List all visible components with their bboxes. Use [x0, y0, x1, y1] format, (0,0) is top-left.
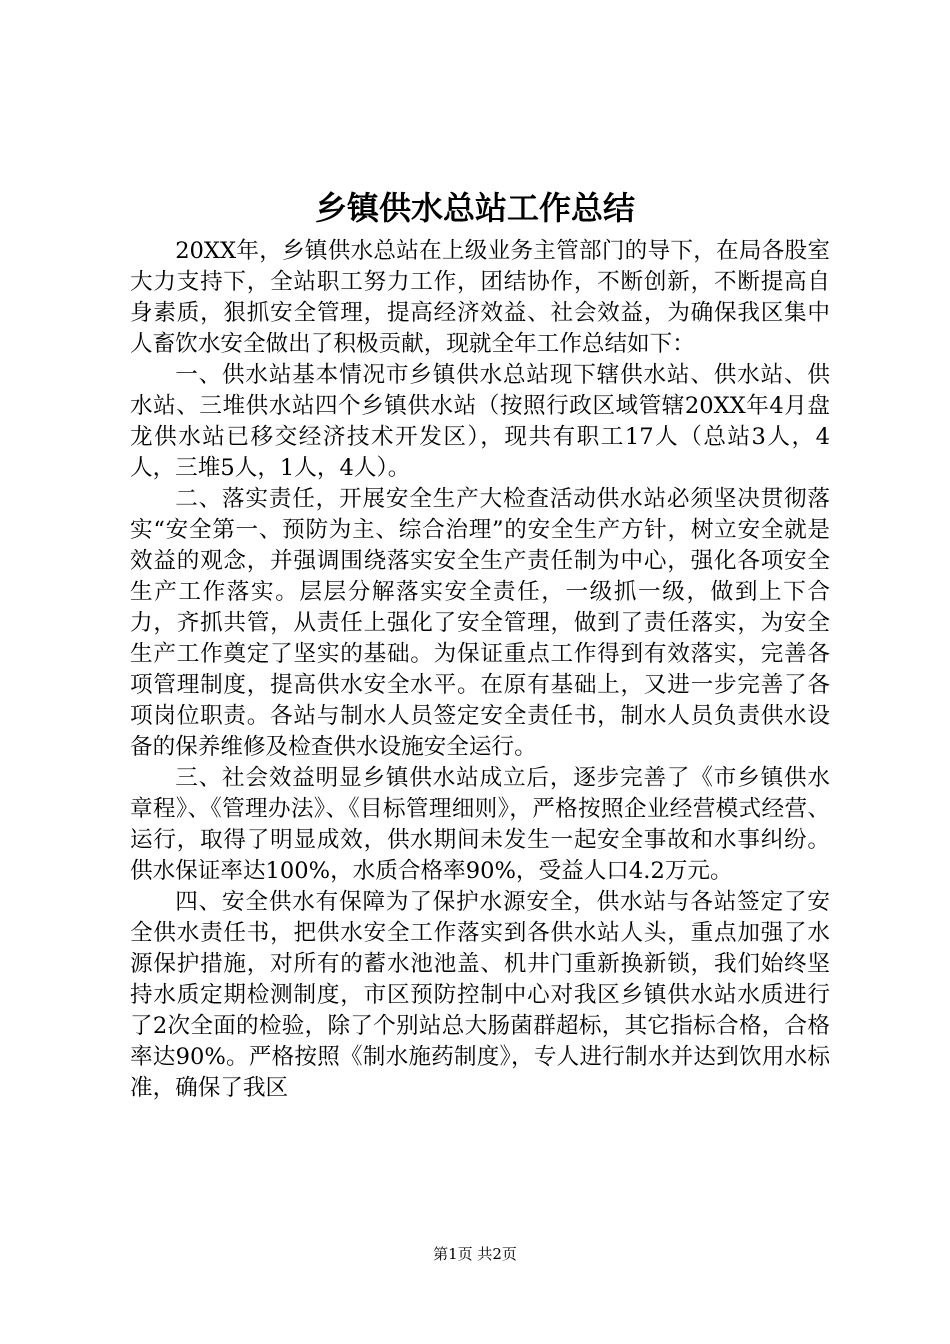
paragraph-safety-responsibility: 二、落实责任，开展安全生产大检查活动供水站必须坚决贯彻落实“安全第一、预防为主、综合治理”的安全生产方针，树立安全就是效益的观念，并强调围绕落实安全生产责任制为中心，强化各项安全生产工作落实。层层分解落实安全责任，一级抓一级，做到上下合力，齐抓共管，从责任上强化了安全管理，做到了责任落实，为安全生产工作奠定了坚实的基础。为保证重点工作得到有效落实，完善各项管理制度，提高供水安全水平。在原有基础上，又进一步完善了各项岗位职责。各站与制水人员签定安全责任书，制水人员负责供水设备的保养维修及检查供水设施安全运行。 [130, 486, 830, 760]
paragraph-intro: 20XX年，乡镇供水总站在上级业务主管部门的导下，在局各股室大力支持下，全站职工努力工作，团结协作，不断创新，不断提高自身素质，狠抓安全管理，提高经济效益、社会效益，为确保我区集中人畜饮水安全做出了积极贡献，现就全年工作总结如下： [130, 238, 830, 357]
page-footer: 第1页 共2页 [433, 1245, 517, 1263]
document-body [130, 236, 830, 1104]
paragraph-social-benefit: 三、社会效益明显乡镇供水站成立后，逐步完善了《市乡镇供水章程》、《管理办法》、《目标管理细则》，严格按照企业经营模式经营、运行，取得了明显成效，供水期间未发生一起安全事故和水事纠纷。供水保证率达100%，水质合格率90%，受益人口4.2万元。 [130, 765, 830, 884]
paragraph-water-safety: 四、安全供水有保障为了保护水源安全，供水站与各站签定了安全供水责任书，把供水安全工作落实到各供水站人头，重点加强了水源保护措施，对所有的蓄水池池盖、机井门重新换新锁，我们始终坚持水质定期检测制度，市区预防控制中心对我区乡镇供水站水质进行了2次全面的检验，除了个别站总大肠菌群超标，其它指标合格，合格率达90%。严格按照《制水施药制度》，专人进行制水并达到饮用水标准，确保了我区 [130, 889, 830, 1101]
paragraph-basic-info: 一、供水站基本情况市乡镇供水总站现下辖供水站、供水站、供水站、三堆供水站四个乡镇供水站（按照行政区域管辖20XX年4月盘龙供水站已移交经济技术开发区），现共有职工17人（总站3人，4人，三堆5人，1人，4人）。 [130, 362, 830, 481]
document-title: 乡镇供水总站工作总结 [314, 189, 635, 227]
